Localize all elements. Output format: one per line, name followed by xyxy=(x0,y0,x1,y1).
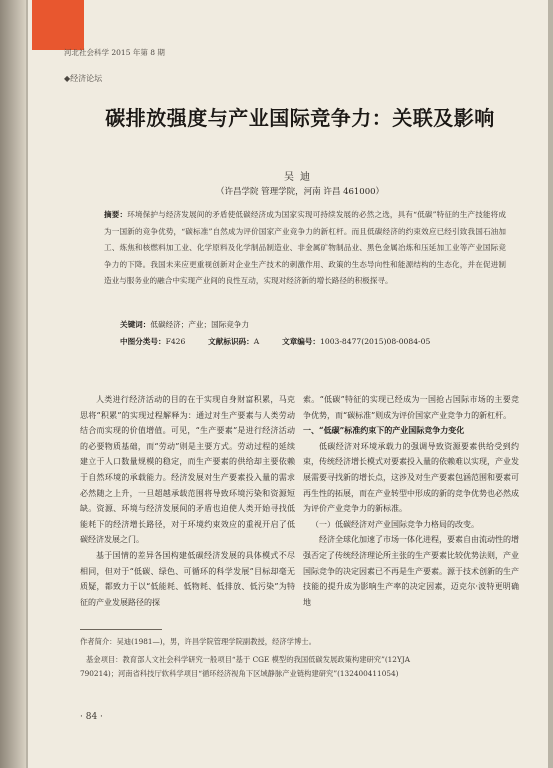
classification-line xyxy=(120,336,430,347)
book-spine-shadow xyxy=(0,0,26,768)
article-title: 碳排放强度与产业国际竞争力：关联及影响 xyxy=(105,106,495,130)
clc-value: F426 xyxy=(165,337,186,346)
doc-code-label: 文献标识码： xyxy=(208,337,254,346)
keywords-text: 低碳经济；产业；国际竞争力 xyxy=(150,320,250,329)
article-number-label: 文章编号： xyxy=(282,337,321,346)
orange-corner-tab xyxy=(32,0,84,50)
body-paragraph-continued: 索。“低碳”特征的实现已经成为一国抢占国际市场的主要竞争优势，而“碳标准”则成为评价国家产业竞争力的新杠杆。 xyxy=(303,395,519,420)
section-heading: 一、“低碳”标准约束下的产业国际竞争力变化 xyxy=(303,425,465,436)
body-paragraph: 经济全球化加速了市场一体化进程，要素自由流动性的增强否定了传统经济理论所主张的生产要素比较优势法则，产业国际竞争的决定因素已不再是生产要素。源于技术创新的生产技能的提升成为影响生产率的决定因素，迈克尔·波特更明确地 xyxy=(303,535,519,607)
subsection-heading: （一）低碳经济对产业国际竞争力格局的改变。 xyxy=(311,519,479,529)
body-paragraph: 基于国情的差异各国构建低碳经济发展的具体模式不尽相同，但对于“低碳、绿色、可循环的科学发展”目标却毫无质疑，都致力于以“低能耗、低物耗、低排放、低污染”为特征的产业发展路径的探 xyxy=(80,550,295,607)
keywords xyxy=(120,319,249,330)
clc-label: 中图分类号： xyxy=(120,337,166,346)
section-tag: ◆经济论坛 xyxy=(64,74,103,83)
running-header: 河北社会科学 2015 年第 8 期 xyxy=(64,48,165,57)
author-note: 作者简介：吴迪(1981—)，男，许昌学院管理学院副教授，经济学博士。 xyxy=(80,637,316,646)
fund-note-line-1: 基金项目：教育部人文社会科学研究一般项目“基于 CGE 模型的我国低碳发展政策构建研究”(12YJA xyxy=(86,655,410,664)
body-paragraph: 人类进行经济活动的目的在于实现自身财富积累，马克思将“积累”的实现过程解释为：通过对生产要素与人类劳动结合而实现的价值增值。可见，“生产要素”是进行经济活动的必要物质基础，而“劳动”则是主要方式。劳动过程的延续建立于人口数量规模的稳定，而生产要素的供给却主要依赖于自然环境的承载能力。经济发展对生产要素投入量的需求必然随之上升，一旦超越承载范围将导致环境污染和资源短缺。资源、环境与经济发展间的矛盾也迫使人类开始寻找低能耗下的经济增长路径，对于环境约束效应的重视开启了低碳经济发展之门。 xyxy=(80,395,295,545)
page-number: · 84 · xyxy=(80,712,103,722)
body-left-column xyxy=(80,392,295,610)
author-affiliation: （许昌学院 管理学院，河南 许昌 461000） xyxy=(215,187,385,197)
abstract-text: 环境保护与经济发展间的矛盾使低碳经济成为国家实现可持续发展的必然之选，具有“低碳”特征的生产技能将成为一国新的竞争优势，“碳标准”自然成为评价国家产业竞争力的新杠杆。而且低碳经济的约束效应已经引致我国石油加工、炼焦和核燃料加工业、化学原料及化学制品制造业、非金属矿物制品业、黑色金属冶炼和压延加工业等产业国际竞争力的下降。我国未来应更重视创新对企业生产技术的刺激作用、政策的生态导向性和能源结构的生态化，并在促进制造业与服务业的融合中实现产业间的良性互动，实现对经济新的增长路径的积极探寻。 xyxy=(104,210,506,285)
article-number-value: 1003-8477(2015)08-0084-05 xyxy=(320,337,431,346)
fund-note-line-2: 790214)；河南省科技厅软科学项目“循环经济视角下区域静脉产业链构建研究”(132400411054) xyxy=(80,669,399,678)
abstract xyxy=(104,207,506,290)
body-paragraph: 低碳经济对环境承载力的强调导致资源要素供给受到约束，传统经济增长模式对要素投入量的依赖难以实现，产业发展需要寻找新的增长点，这涉及对生产要素包涵范围和要素可再生性的拓展，而在产业转型中形成的新的竞争优势也必然成为评价产业竞争力的新标准。 xyxy=(303,441,519,514)
abstract-label: 摘要： xyxy=(104,210,128,219)
keywords-label: 关键词： xyxy=(120,320,151,329)
doc-code-value: A xyxy=(253,337,260,346)
author-name: 吴迪 xyxy=(284,172,316,183)
body-right-column xyxy=(303,392,519,610)
footnote-rule xyxy=(80,629,162,630)
